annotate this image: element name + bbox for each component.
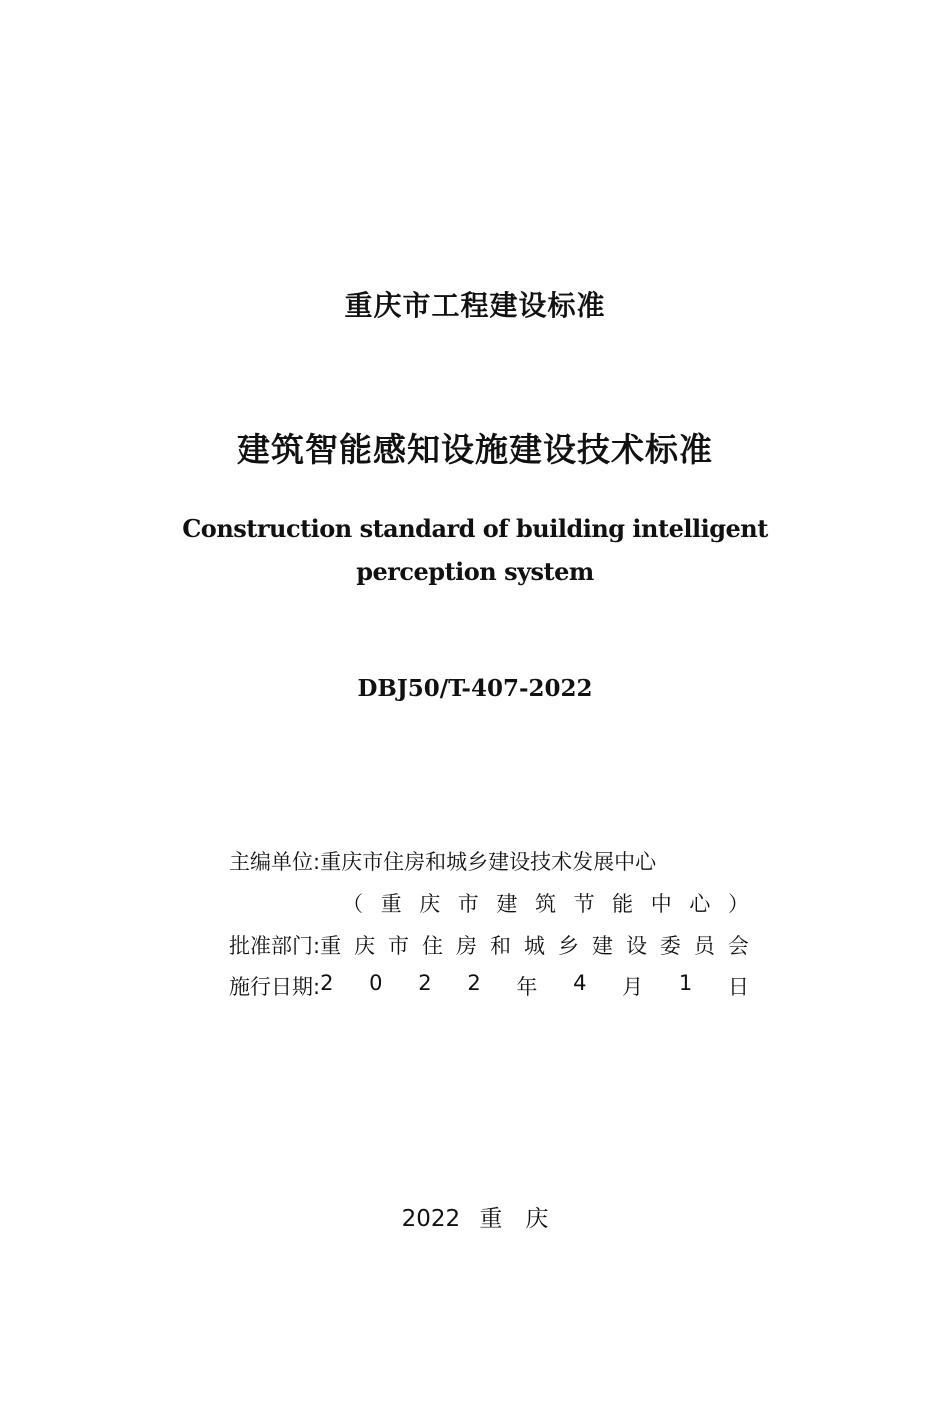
spread-char: 庆 (419, 892, 441, 916)
footer-city: 重 庆 (479, 1206, 549, 1232)
approver-value (320, 930, 749, 960)
series-title: 重庆市工程建设标准 (344, 289, 606, 322)
spread-char: 市 (388, 934, 410, 958)
spread-char: 会 (727, 934, 749, 958)
spread-char: 年 (516, 975, 538, 999)
spread-char: 重 (380, 892, 402, 916)
spread-char: 筑 (534, 892, 556, 916)
spread-char: 建 (496, 892, 518, 916)
spread-char: 员 (693, 934, 715, 958)
spread-char: 能 (612, 892, 634, 916)
approver-row (229, 930, 749, 960)
spread-char: 日 (727, 975, 749, 999)
spread-char: 庆 (354, 934, 376, 958)
spread-char: 重 (320, 934, 342, 958)
editor-value-line2 (342, 888, 749, 918)
document-title-en-line1: Construction standard of building intelligent (182, 514, 768, 543)
spread-char: 乡 (557, 934, 579, 958)
editor-row-continued (229, 888, 749, 918)
spread-char: 4 (573, 971, 587, 995)
document-title-cn: 建筑智能感知设施建设技术标准 (237, 430, 713, 469)
spread-char: 心 (689, 892, 711, 916)
editor-label: 主编单位: (229, 850, 321, 874)
approver-label: 批准部门: (229, 934, 321, 958)
editor-row (229, 846, 749, 876)
effective-date-label: 施行日期: (229, 975, 321, 999)
spread-char: 房 (456, 934, 478, 958)
spread-char: 节 (573, 892, 595, 916)
spread-char: 设 (625, 934, 647, 958)
effective-date-row (229, 971, 749, 1001)
spread-char: 2 (418, 971, 432, 995)
spread-char: 中 (650, 892, 672, 916)
spread-char: 2 (467, 971, 481, 995)
standard-code: DBJ50/T-407-2022 (357, 675, 593, 702)
publication-footer (0, 1200, 950, 1233)
footer-year: 2022 (401, 1206, 461, 1232)
spread-char: （ (342, 892, 363, 916)
spread-char: 月 (622, 975, 644, 999)
editor-value: 重庆市住房和城乡建设技术发展中心 (320, 850, 657, 874)
effective-date-value (320, 971, 749, 1001)
spread-char: 委 (659, 934, 681, 958)
spread-char: 市 (457, 892, 479, 916)
spread-char: ） (727, 892, 749, 916)
document-title-en-line2: perception system (356, 557, 594, 586)
spread-char: 和 (490, 934, 511, 958)
spread-char: 建 (591, 934, 613, 958)
spread-char: 2 (320, 971, 334, 995)
spread-char: 0 (369, 971, 383, 995)
spread-char: 1 (678, 971, 693, 995)
spread-char: 城 (523, 934, 545, 958)
spread-char: 住 (422, 934, 444, 958)
